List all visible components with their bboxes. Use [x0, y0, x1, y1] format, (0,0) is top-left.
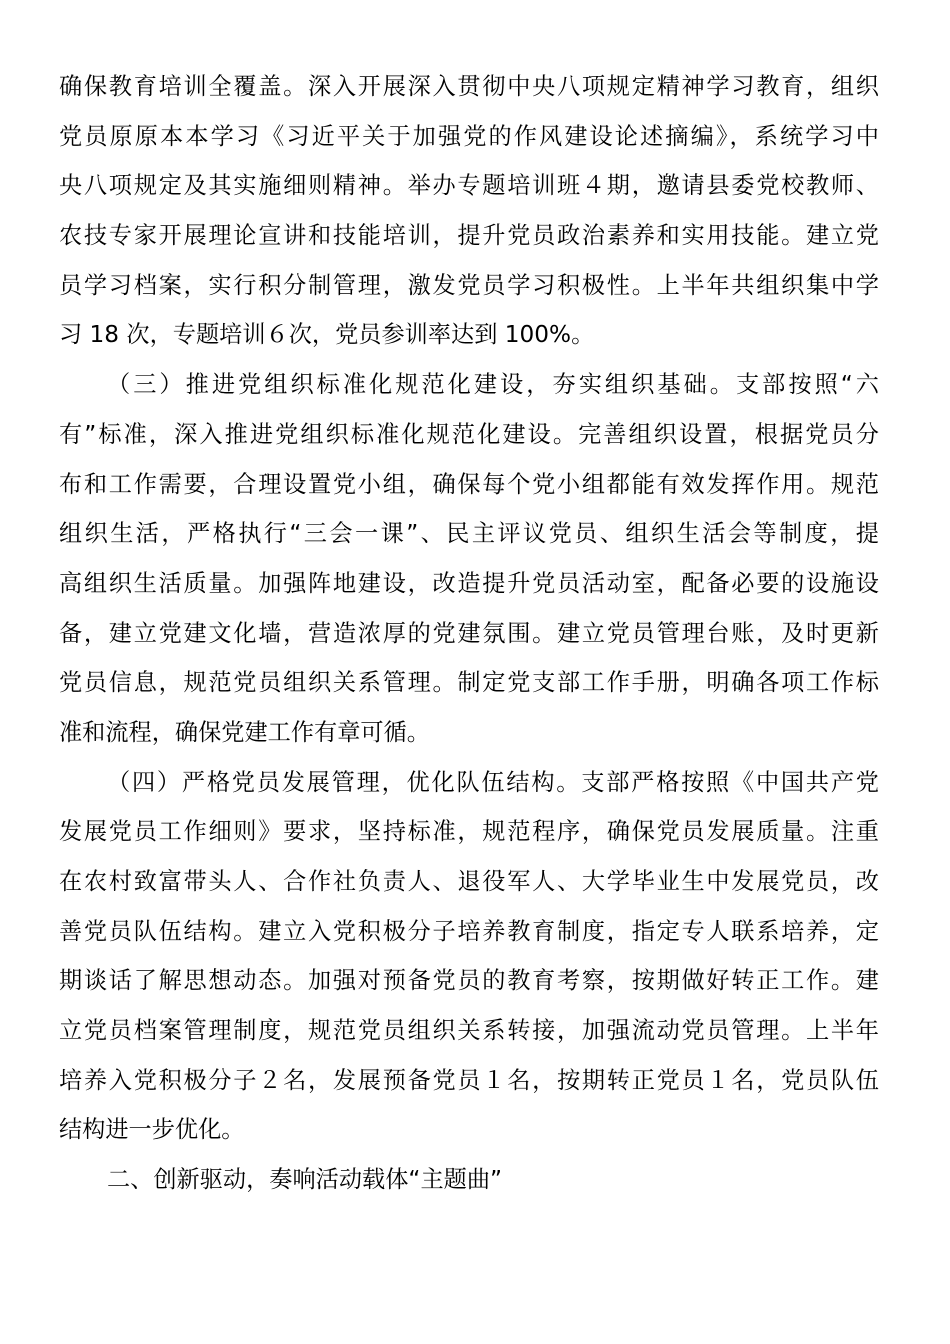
section-heading: [59, 1155, 879, 1205]
text-line: 立党员档案管理制度，规范党员组织关系转接，加强流动党员管理。上半年: [59, 1017, 879, 1045]
paragraph-standardization: [59, 360, 879, 758]
text-line: 发展党员工作细则》要求，坚持标准，规范程序，确保党员发展质量。注重: [59, 818, 879, 846]
text-line: 准和流程，确保党建工作有章可循。: [59, 718, 430, 746]
text-line: 在农村致富带头人、合作社负责人、退役军人、大学毕业生中发展党员，改: [59, 868, 879, 895]
text-line: 期谈话了解思想动态。加强对预备党员的教育考察，按期做好转正工作。建: [59, 967, 879, 995]
text-line: 组织生活，严格执行“三会一课”、民主评议党员、组织生活会等制度，提: [59, 520, 879, 548]
document-body: [59, 62, 879, 1205]
text-line: 培养入党积极分子２名，发展预备党员１名，按期转正党员１名，党员队伍: [59, 1066, 879, 1094]
text-line: （三）推进党组织标准化规范化建设，夯实组织基础。支部按照“六: [107, 371, 879, 399]
section-heading-text: 二、创新驱动，奏响活动载体“主题曲”: [107, 1166, 503, 1194]
paragraph-member-development: [59, 758, 879, 1156]
text-line: 高组织生活质量。加强阵地建设，改造提升党员活动室，配备必要的设施设: [59, 569, 879, 597]
text-line: 党员原原本本学习《习近平关于加强党的作风建设论述摘编》，系统学习中: [59, 122, 879, 150]
text-line: 农技专家开展理论宣讲和技能培训，提升党员政治素养和实用技能。建立党: [59, 222, 879, 250]
text-line: 有”标准，深入推进党组织标准化规范化建设。完善组织设置，根据党员分: [59, 420, 879, 448]
text-line: 布和工作需要，合理设置党小组，确保每个党小组都能有效发挥作用。规范: [59, 470, 879, 498]
text-line: （四）严格党员发展管理，优化队伍结构。支部严格按照《中国共产党: [107, 768, 879, 796]
text-line: 党员信息，规范党员组织关系管理。制定党支部工作手册，明确各项工作标: [59, 669, 879, 697]
paragraph-training-coverage: [59, 62, 879, 360]
text-line: 结构进一步优化。: [59, 1116, 245, 1144]
text-line: 确保教育培训全覆盖。深入开展深入贯彻中央八项规定精神学习教育，组织: [59, 73, 879, 100]
text-line: 习 18 次，专题培训６次，党员参训率达到 100%。: [59, 321, 595, 349]
text-line: 善党员队伍结构。建立入党积极分子培养教育制度，指定专人联系培养，定: [59, 917, 879, 945]
text-line: 央八项规定及其实施细则精神。举办专题培训班４期，邀请县委党校教师、: [59, 172, 879, 200]
text-line: 员学习档案，实行积分制管理，激发党员学习积极性。上半年共组织集中学: [59, 271, 879, 299]
text-line: 备，建立党建文化墙，营造浓厚的党建氛围。建立党员管理台账，及时更新: [59, 619, 879, 647]
